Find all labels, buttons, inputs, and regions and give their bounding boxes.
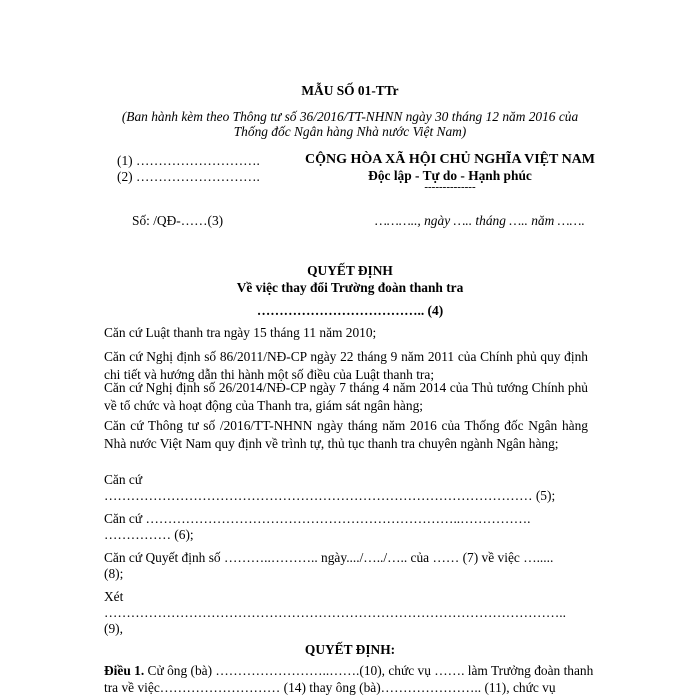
- consideration-ref: (9),: [104, 621, 123, 636]
- country-name: CỘNG HÒA XÃ HỘI CHỦ NGHĨA VIỆT NAM: [304, 152, 595, 167]
- issued-by-line-1: (Ban hành kèm theo Thông tư số 36/2016/TT-NHNN ngày 30 tháng 12 năm 2016 của: [121, 109, 579, 124]
- legal-basis-6-line-1: Căn cứ ……………………………………………………………..…………….: [104, 511, 531, 526]
- decision-title: QUYẾT ĐỊNH: [307, 263, 393, 278]
- legal-basis-5-dots: …………………………………………………………………………………… (5);: [104, 488, 556, 503]
- place-date-line: ……….., ngày ….. tháng ….. năm …….: [375, 213, 585, 228]
- article-1-label: Điều 1.: [104, 663, 145, 678]
- issuing-agency-line-1: (1) ……………………….: [117, 153, 260, 168]
- article-1-line-2: tra về việc……………………… (14) thay ông (bà)………………….. (11), chức vụ: [104, 680, 556, 695]
- legal-basis-6-line-2: …………… (6);: [104, 527, 194, 542]
- issued-by-line-2: Thống đốc Ngân hàng Nhà nước Việt Nam): [233, 124, 467, 139]
- legal-basis-5-label: Căn cứ: [104, 472, 143, 487]
- legal-basis-1: Căn cứ Luật thanh tra ngày 15 tháng 11 năm 2010;: [104, 325, 377, 340]
- legal-basis-7-line-2: (8);: [104, 566, 124, 581]
- legal-basis-2: Căn cứ Nghị định số 86/2011/NĐ-CP ngày 22 tháng 9 năm 2011 của Chính phủ quy định chi tiết và hướng dẫn thi hành một số điều của Luật thanh tra;: [104, 349, 588, 382]
- article-1-text: Cử ông (bà) ……………………..…….(10), chức vụ ……. làm Trưởng đoàn thanh: [144, 663, 594, 678]
- motto-separator: --------------: [424, 181, 476, 193]
- form-number: MẪU SỐ 01-TTr: [301, 83, 399, 98]
- document-number: Số: /QĐ-……(3): [132, 213, 224, 228]
- decides-heading: QUYẾT ĐỊNH:: [304, 642, 396, 657]
- legal-basis-3: Căn cứ Nghị định số 26/2014/NĐ-CP ngày 7 tháng 4 năm 2014 của Thủ tướng Chính phủ về tổ chức và hoạt động của Thanh tra, giám sát ngân hàng;: [104, 380, 588, 413]
- consideration-label: Xét: [104, 589, 124, 604]
- article-1-line-1: [104, 663, 593, 679]
- legal-basis-4: Căn cứ Thông tư số /2016/TT-NHNN ngày tháng năm 2016 của Thống đốc Ngân hàng Nhà nước Việt Nam quy định về trình tự, thủ tục thanh tra chuyên ngành Ngân hàng;: [104, 418, 588, 451]
- issuing-agency-line-2: (2) ……………………….: [117, 169, 260, 184]
- consideration-dots: …………………………………………………………………………………………..: [104, 605, 566, 620]
- national-motto: Độc lập - Tự do - Hạnh phúc: [368, 168, 532, 183]
- decision-authority: ……………………………….. (4): [256, 303, 444, 318]
- legal-basis-7-line-1: Căn cứ Quyết định số ………..……….. ngày..../…../….. của …… (7) về việc ….....: [104, 550, 554, 565]
- decision-subject: Về việc thay đổi Trường đoàn thanh tra: [236, 280, 464, 295]
